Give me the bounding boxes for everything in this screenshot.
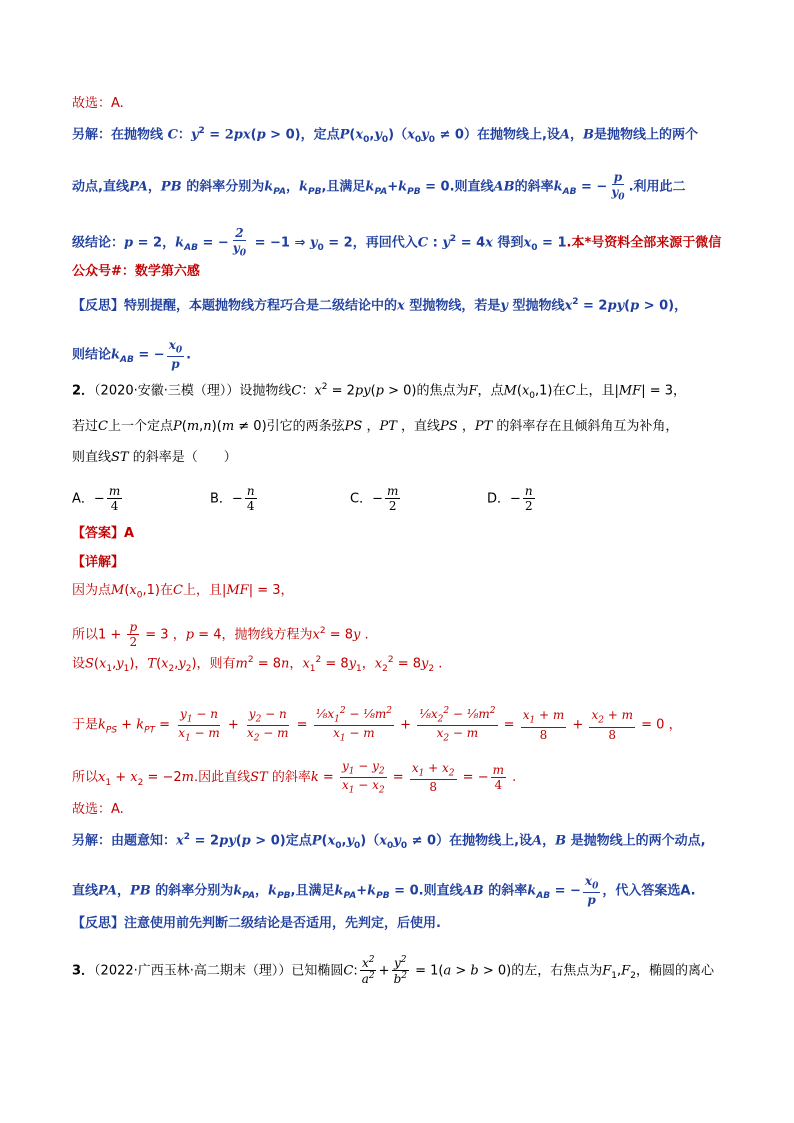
alt2-line-2: 直线PA，PB 的斜率分别为$k_{PA}$，$k_{PB}$,且满足$k_{PA}+k_{PB} = 0$.则直线AB 的斜率$k_{AB}$ = − $\frac{x_0}{p}$ ，代入答案选A. xyxy=(72,874,696,908)
text: ，直线 xyxy=(401,419,441,434)
detail-label: 【详解】 xyxy=(72,555,125,570)
text: 型抛物线 xyxy=(512,298,565,314)
text: 则直线 xyxy=(72,450,112,465)
text: 型抛物线，若是 xyxy=(409,298,501,314)
text: 设 xyxy=(72,656,86,672)
text: 的斜率 xyxy=(488,883,528,899)
detail-line-5: 所以$x_1 + x_2 = -2m$.因此直线ST 的斜率k = $\frac{y_1 - y_2}{x_1 - x_2}$ = $\frac{x_1 + x_2}{8}$ = − $\frac{m}{4}$ . xyxy=(72,759,517,796)
text: .本*号资料全部来源于微信 xyxy=(566,235,722,251)
text: 在 xyxy=(552,383,566,399)
text: 已知椭圆 xyxy=(291,963,344,979)
text: .则直线 xyxy=(449,179,494,195)
wechat-line: 公众号#：数学第六感 xyxy=(72,264,200,279)
option-b[interactable]: B．− $\frac{n}{4}$ xyxy=(210,484,255,514)
text: 注意使用前先判断二级结论是否适用，先判定，后使用. xyxy=(124,916,441,931)
text: ，则有 xyxy=(196,656,236,672)
text: ，再回代入 xyxy=(352,235,418,251)
text: 在抛物线上,设 xyxy=(449,833,533,849)
text: 动点,直线 xyxy=(72,179,129,195)
text: ,且满足 xyxy=(290,883,335,899)
q2-source: （2020·安徽·三模（理）） xyxy=(94,383,240,399)
text: .因此直线 xyxy=(194,770,251,786)
text: 是抛物线上的两个动点, xyxy=(570,833,706,849)
option-c[interactable]: C．− $\frac{m}{2}$ xyxy=(350,484,399,514)
detail-line-1: 因为点$M(x_0,1)$在C上，且|MF| = 3， xyxy=(72,583,294,601)
text: 则结论 xyxy=(72,347,112,363)
text: ，点 xyxy=(477,383,504,399)
alt-label: 另解 xyxy=(72,127,99,143)
text: 是抛物线上的两个 xyxy=(594,127,699,143)
reflect-label: 【反思】 xyxy=(72,916,125,931)
choice-line-2: 故选：A. xyxy=(72,802,124,817)
reflect-line-2: 则结论$k_{AB}$ = − $\frac{x_0}{p}$ . xyxy=(72,338,192,372)
q3-source: （2022·广西玉林·高二期末（理）） xyxy=(94,963,292,979)
text: 的斜率是（ ） xyxy=(132,450,237,465)
alt-solution-line-2: 动点,直线PA，PB 的斜率分别为$k_{PA}$，$k_{PB}$,且满足$k_{PA}+k_{PB} = 0$.则直线AB的斜率$k_{AB}$ = − $\frac{p}{y_0}$ .利用此二 xyxy=(72,170,686,203)
answer-label: 【答案】A xyxy=(72,526,135,541)
text: ：在抛物线 xyxy=(98,127,164,143)
text: 所以 xyxy=(72,627,99,643)
text: 若过 xyxy=(72,419,99,434)
q2-number: 2． xyxy=(72,383,95,399)
text: 在 xyxy=(159,583,173,598)
text: 在抛物线上,设 xyxy=(476,127,560,143)
text: ,且满足 xyxy=(321,179,366,195)
text: 的斜率分别为 xyxy=(155,883,234,899)
reflect2-line xyxy=(72,917,734,930)
text: .利用此二 xyxy=(628,179,686,195)
text: 上，且 xyxy=(575,383,615,399)
text: 引它的两条弦 xyxy=(266,419,345,434)
detail-line-3: 设$S(x_1,y_1)$，$T(x_2,y_2)$，则有$m^2 = 8n$，$x_1^2 = 8y_1$，$x_2^2 = 8y_2$ . xyxy=(72,655,443,674)
text: 的斜率存在且倾斜角互为补角， xyxy=(496,419,679,434)
q3-stem-line-1: 3．（2022·广西玉林·高二期末（理））已知椭圆C: $\frac{x^2}{a^2}$ + $\frac{y^2}{b^2}$ = 1(a > b > 0)的左，右焦点为$F_1,F_2$，椭圆的离心 xyxy=(72,955,714,987)
option-label: B． xyxy=(210,491,232,507)
option-label: D． xyxy=(487,491,511,507)
text: 定点 xyxy=(285,833,312,849)
text: 上，且 xyxy=(182,583,222,598)
text: 级结论： xyxy=(72,235,125,251)
text: 的焦点为 xyxy=(416,383,469,399)
text: 特别提醒，本题抛物线方程巧合是二级结论中的 xyxy=(124,298,398,314)
text: 所以 xyxy=(72,770,99,786)
text: 的斜率分别为 xyxy=(186,179,265,195)
detail-line-2: 所以1 + $\frac{p}{2}$ = 3 ，p = 4，抛物线方程为$x^2 = 8y$ . xyxy=(72,620,369,650)
text: ，代入答案选A. xyxy=(602,883,696,899)
option-label: A． xyxy=(72,491,94,507)
q2-stem-line-3: 则直线ST 的斜率是（ ） xyxy=(72,450,237,465)
q3-number: 3． xyxy=(72,963,95,979)
detail-line-4: 于是$k_{PS} + k_{PT}$ = $\frac{y_1 - n}{x_1 - m}$ + $\frac{y_2 - n}{x_2 - m}$ = $\frac{\frac{1}{8}x_1^2 - \frac{1}{8}m^2}{x_1 - m}$ + $\frac{\frac{1}{8}x_2^2 - \frac{1}{8}m^2}{x_2 - m}$ = $\frac{x_1 + m}{8}$ + $\frac{x_2 + m}{8}$ = 0 ， xyxy=(72,706,682,744)
option-a[interactable]: A．− $\frac{m}{4}$ xyxy=(72,484,121,514)
text: 得到 xyxy=(497,235,524,251)
alt-solution-line-3: 级结论：p = 2，$k_{AB}$ = − $\frac{2}{y_0}$ = −1 ⇒ $y_0 = 2$，再回代入C : $y^2 = 4x$ 得到$x_0 = 1$.本*号资料全部来源于微信 xyxy=(72,226,722,259)
text: 于是 xyxy=(72,717,99,733)
text: 直线 xyxy=(72,883,99,899)
alt-solution-line-1: 另解：在抛物线 C：$y^2 = 2px(p > 0)$，定点$P(x_0,y_0)(x_0y_0 \ne 0)$在抛物线上,设A，B是抛物线上的两个 xyxy=(72,126,699,145)
choice-line-1: 故选：A. xyxy=(72,96,124,111)
text: ，抛物线方程为 xyxy=(221,627,313,643)
q2-stem-line-2: 若过C上一个定点P(m,n)(m ≠ 0)引它的两条弦PS ，PT ，直线PS ，PT 的斜率存在且倾斜角互为补角， xyxy=(72,419,679,434)
reflect-line-1: 【反思】特别提醒，本题抛物线方程巧合是二级结论中的x 型抛物线，若是y 型抛物线$x^2 = 2py(p > 0)$， xyxy=(72,297,688,314)
reflect-label: 【反思】 xyxy=(72,298,125,314)
text: 上一个定点 xyxy=(107,419,173,434)
alt-label: 另解 xyxy=(72,833,99,849)
text: 的斜率 xyxy=(514,179,554,195)
text: 因为点 xyxy=(72,583,112,598)
option-label: C． xyxy=(350,491,373,507)
text: 设抛物线 xyxy=(239,383,292,399)
option-d[interactable]: D．− $\frac{n}{2}$ xyxy=(487,484,533,514)
text: ：由题意知： xyxy=(98,833,177,849)
alt2-line-1: 另解：由题意知：$x^2 = 2py(p > 0)$定点$P(x_0,y_0)(x_0y_0 \ne 0)$在抛物线上,设A，B 是抛物线上的两个动点, xyxy=(72,832,706,851)
text: 的左，右焦点为 xyxy=(511,963,603,979)
text: ，定点 xyxy=(300,127,340,143)
text: 的斜率 xyxy=(271,770,311,786)
text: .则直线 xyxy=(418,883,463,899)
text: ，椭圆的离心 xyxy=(635,963,714,979)
q2-stem-line-1: 2．（2020·安徽·三模（理））设抛物线C：$x^2 = 2py(p > 0)$的焦点为F，点$M(x_0,1)$在C上，且|MF| = 3， xyxy=(72,382,687,401)
